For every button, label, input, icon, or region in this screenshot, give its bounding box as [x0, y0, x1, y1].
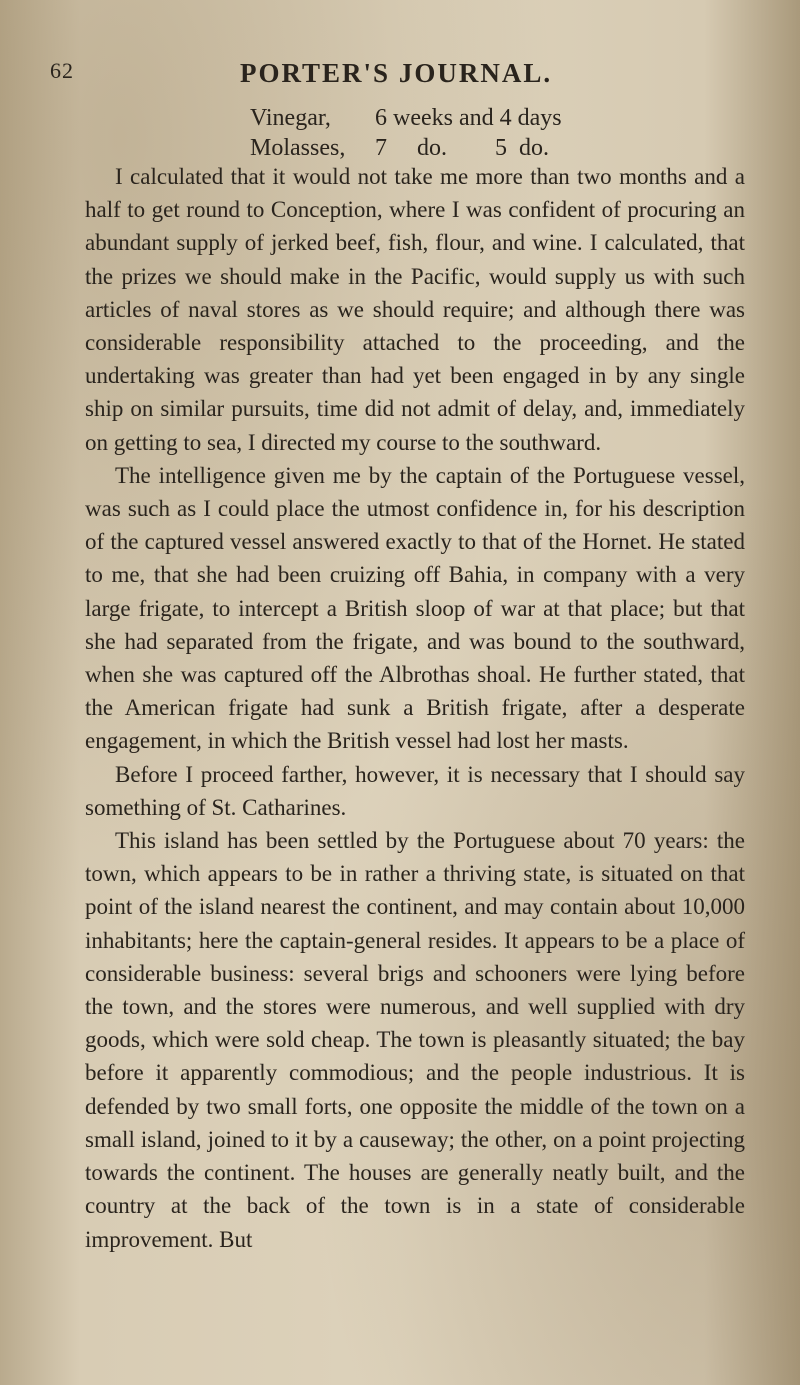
supply-quantity: 7 do. 5 do. [375, 135, 549, 161]
page-number: 62 [50, 58, 74, 83]
supplies-list [250, 103, 630, 163]
page-header [50, 58, 690, 98]
supply-quantity: 6 weeks and 4 days [375, 105, 562, 131]
running-head: PORTER'S JOURNAL. [240, 58, 553, 88]
paragraph: This island has been settled by the Portuguese about 70 years: the town, which appears to be in rather a thriving state, is situated on that point of the island nearest the continent, and may contain about 10,000 inhabitants; here the captain-general resides. It appears to be a place of considerable business: several brigs and schooners were lying before the town, and the stores were numerous, and well supplied with dry goods, which were sold cheap. The town is pleasantly situated; the bay before it apparently commodious; and the people industrious. It is defended by two small forts, one opposite the middle of the town on a small island, joined to it by a causeway; the other, on a point projecting towards the continent. The houses are generally neatly built, and the country at the back of the town is in a state of considerable improvement. But [85, 828, 745, 1252]
paragraph: Before I proceed farther, however, it is necessary that I should say something of St. Catharines. [85, 761, 745, 820]
supply-row [250, 103, 630, 133]
supply-item: Molasses, [250, 135, 346, 161]
body-text [85, 160, 745, 1256]
paragraph: I calculated that it would not take me more than two months and a half to get round to Conception, where I was confident of procuring an abundant supply of jerked beef, fish, flour, and wine. I calculated, that the prizes we should make in the Pacific, would supply us with such articles of naval stores as we should require; and although there was considerable responsibility attached to the proceeding, and the undertaking was greater than had yet been engaged in by any single ship on similar pursuits, time did not admit of delay, and, immediately on getting to sea, I directed my course to the southward. [85, 164, 745, 455]
supply-item: Vinegar, [250, 105, 331, 131]
supply-row [250, 133, 630, 163]
paragraph: The intelligence given me by the captain of the Portuguese vessel, was such as I could place the utmost confidence in, for his description of the captured vessel answered exactly to that of the Hornet. He stated to me, that she had been cruizing off Bahia, in company with a very large frigate, to intercept a British sloop of war at that place; but that she had separated from the frigate, and was bound to the southward, when she was captured off the Albrothas shoal. He further stated, that the American frigate had sunk a British frigate, after a desperate engagement, in which the British vessel had lost her masts. [85, 462, 745, 754]
